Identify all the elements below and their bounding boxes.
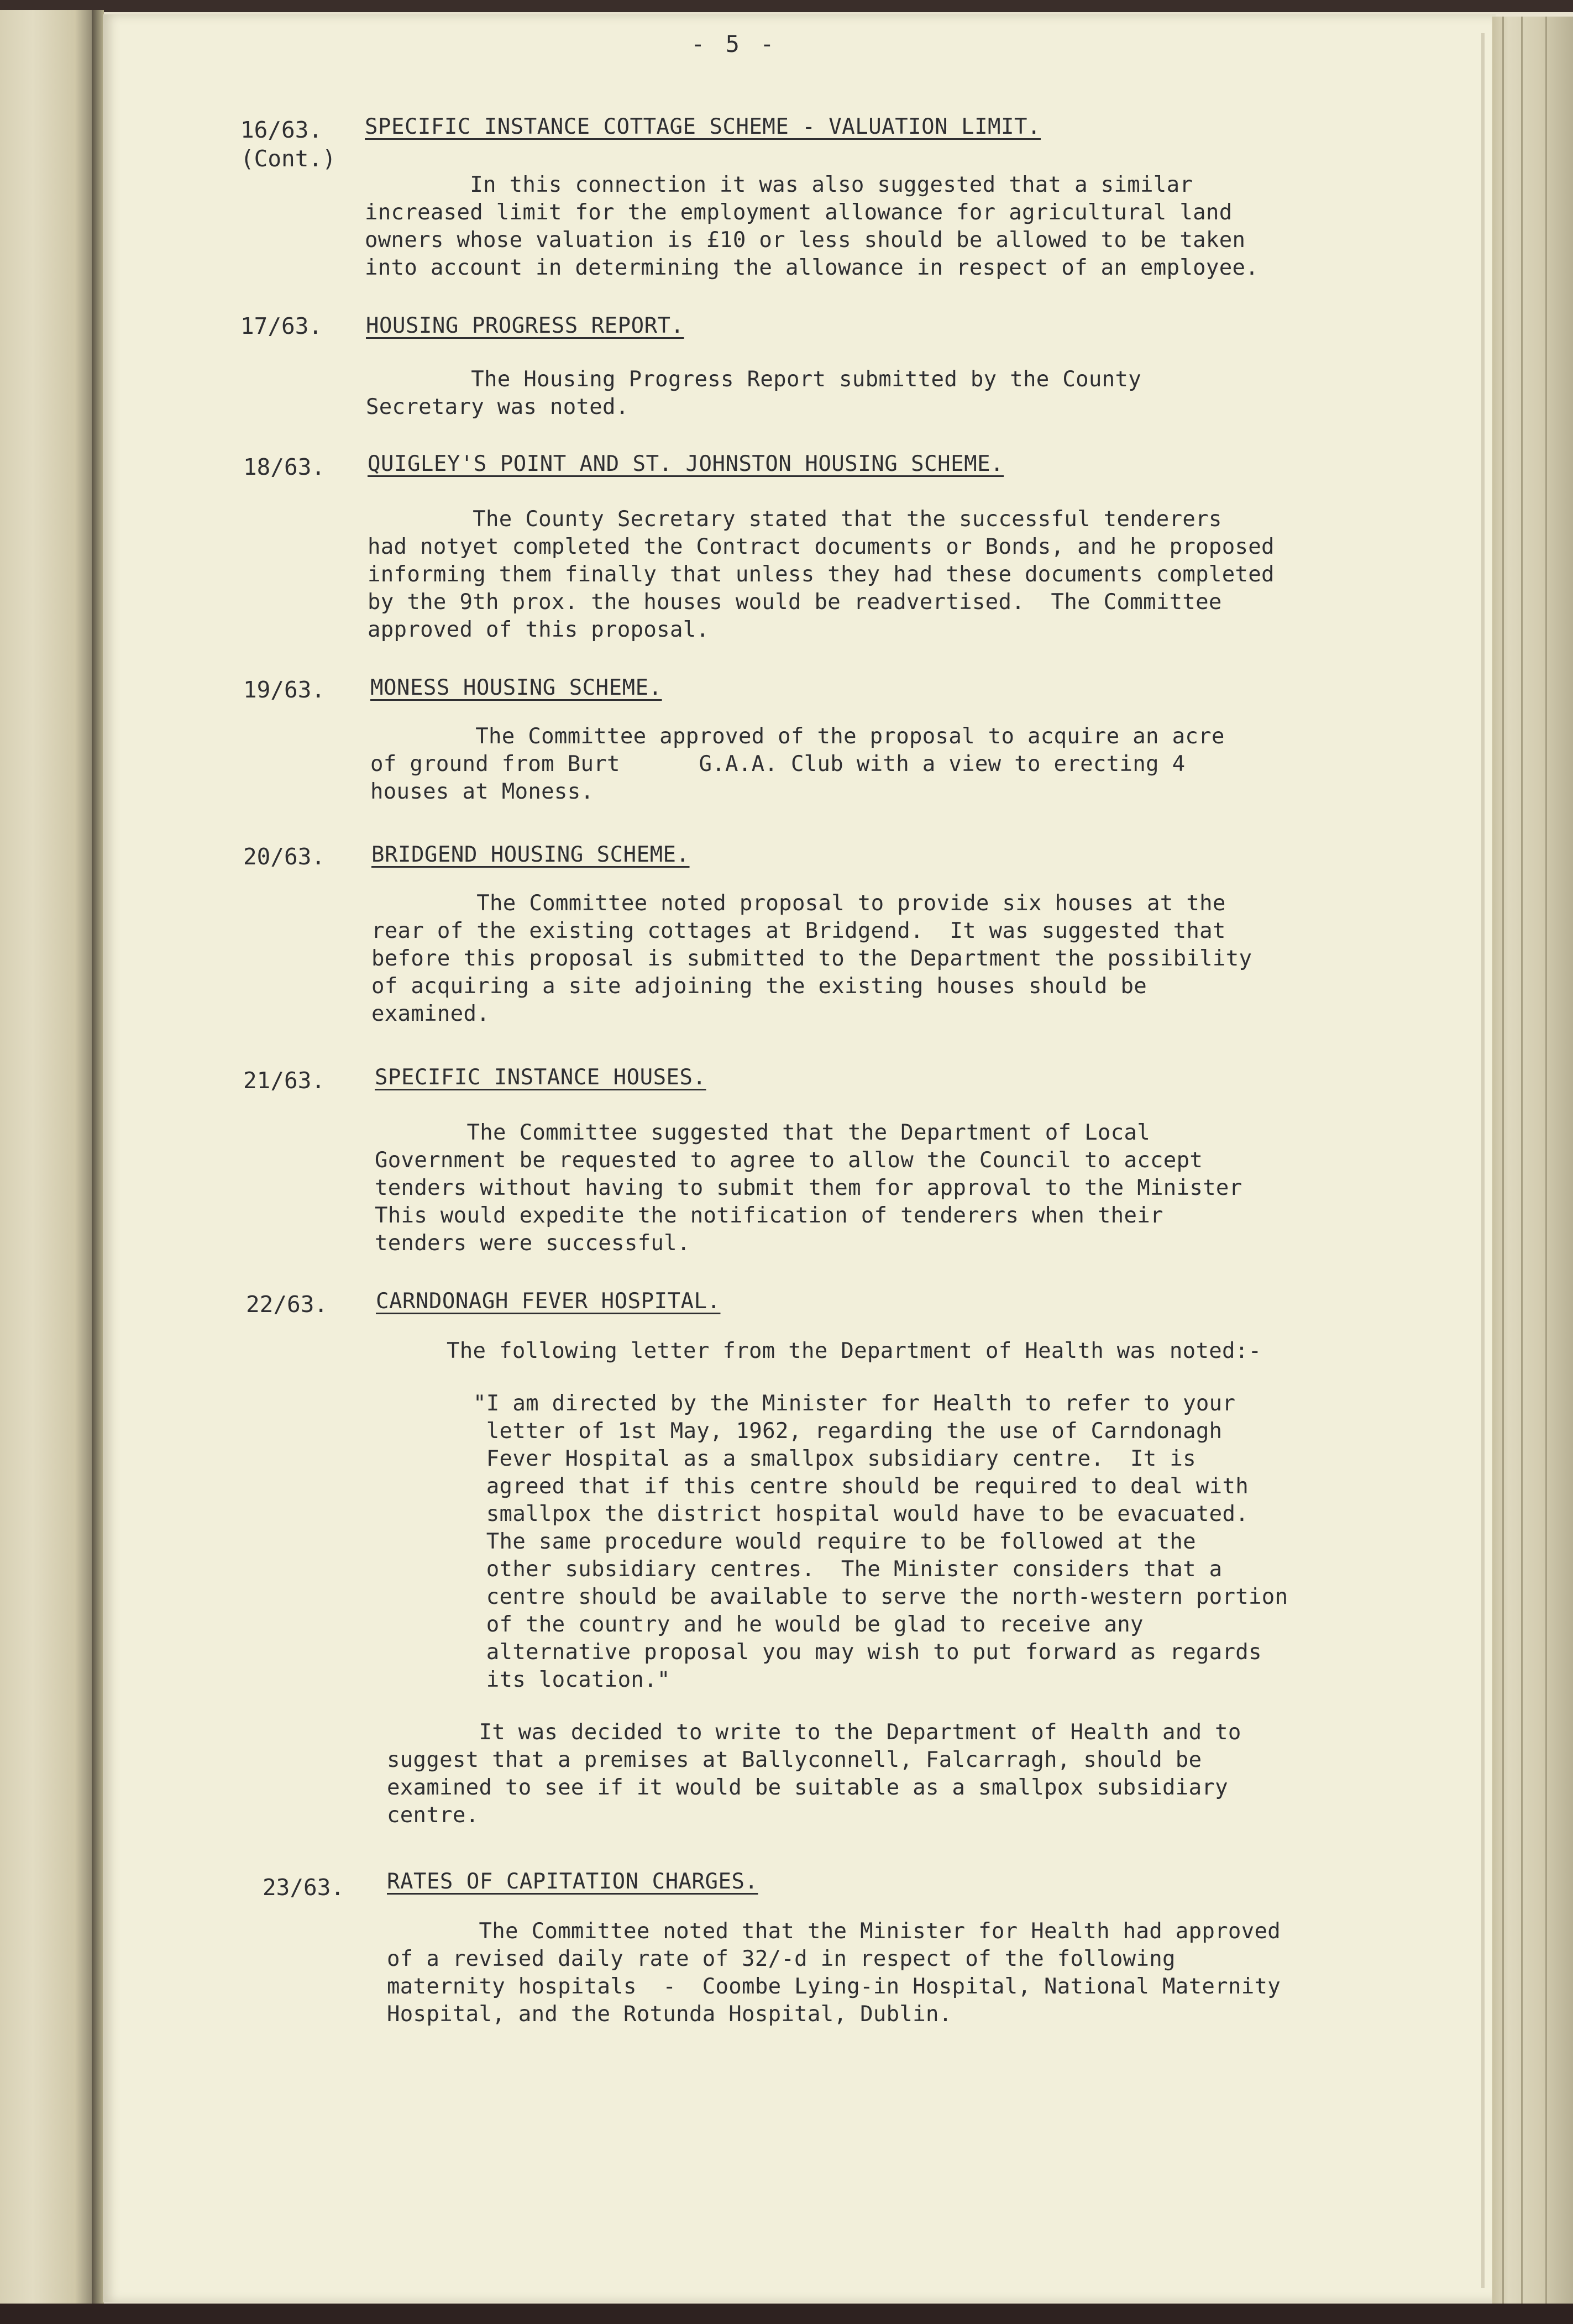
minute-body: The Committee approved of the proposal to acquire an acre of ground from Burt G.A.A. Club with a view to erecting 4 houses at Moness.: [370, 724, 1225, 804]
minute-body: The Committee suggested that the Department of Local Government be requested to agree to allow the Council to accept tenders without having to submit them for approval to the Minister This would expedite the notification of tenderers when their tenders were successful.: [375, 1120, 1242, 1256]
minute-number: 19/63.: [243, 676, 326, 703]
minute-body: The Housing Progress Report submitted by the County Secretary was noted.: [366, 367, 1142, 419]
minute-title: QUIGLEY'S POINT AND ST. JOHNSTON HOUSING SCHEME.: [368, 452, 1004, 476]
minute-title: BRIDGEND HOUSING SCHEME.: [371, 842, 690, 867]
minute-body: The Committee noted proposal to provide six houses at the rear of the existing cottages at Bridgend. It was suggested that before this proposal is submitted to the Department the possibility of acquiring a site adjoining the existing houses should be examined.: [371, 891, 1252, 1026]
minute-body: The County Secretary stated that the successful tenderers had notyet completed the Contract documents or Bonds, and he proposed informing them finally that unless they had these documents completed by the 9th prox. the houses would be readvertised. The Committee approved of this proposal.: [368, 507, 1275, 642]
quoted-letter: "I am directed by the Minister for Health to refer to your letter of 1st May, 1962, regarding the use of Carndonagh Fever Hospital as a smallpox subsidiary centre. It is agreed that if this centre should be required to deal with smallpox the district hospital would have to be evacuated. The same procedure would require to be followed at the other subsidiary centres. The Minister considers that a centre should be available to serve the north-western portion of the country and he would be glad to receive any alternative proposal you may wish to put forward as regards its location.": [473, 1391, 1288, 1692]
minute-body: In this connection it was also suggested that a similar increased limit for the employment allowance for agricultural land owners whose valuation is £10 or less should be allowed to be taken into account in determining the allowance in respect of an employee.: [365, 172, 1259, 280]
minute-title: MONESS HOUSING SCHEME.: [370, 675, 662, 700]
minute-number: 22/63.: [246, 1291, 328, 1318]
minute-number: 21/63.: [243, 1067, 326, 1094]
minute-intro: The following letter from the Department of Health was noted:-: [447, 1339, 1262, 1363]
minute-body: It was decided to write to the Department of Health and to suggest that a premises at Ballyconnell, Falcarragh, should be examined to see if it would be suitable as a smallpox subsidiary centre.: [387, 1720, 1241, 1828]
minute-title: HOUSING PROGRESS REPORT.: [366, 313, 684, 338]
minute-title: SPECIFIC INSTANCE COTTAGE SCHEME - VALUATION LIMIT.: [365, 114, 1041, 139]
minute-title: SPECIFIC INSTANCE HOUSES.: [375, 1065, 706, 1090]
minute-number: 16/63.: [240, 117, 323, 143]
minute-number: 18/63.: [243, 454, 326, 480]
minute-number: 23/63.: [263, 1874, 345, 1901]
minute-body: The Committee noted that the Minister for Health had approved of a revised daily rate of 32/-d in respect of the following maternity hospitals - Coombe Lying-in Hospital, National Maternity Hospital, and the Rotunda Hospital, Dublin.: [387, 1919, 1281, 2027]
minute-number: 20/63.: [243, 843, 326, 870]
minute-title: CARNDONAGH FEVER HOSPITAL.: [376, 1289, 721, 1314]
page-number: - 5 -: [691, 30, 778, 57]
continued-label: (Cont.): [240, 145, 336, 172]
minute-title: RATES OF CAPITATION CHARGES.: [387, 1869, 758, 1894]
minute-number: 17/63.: [240, 313, 323, 339]
